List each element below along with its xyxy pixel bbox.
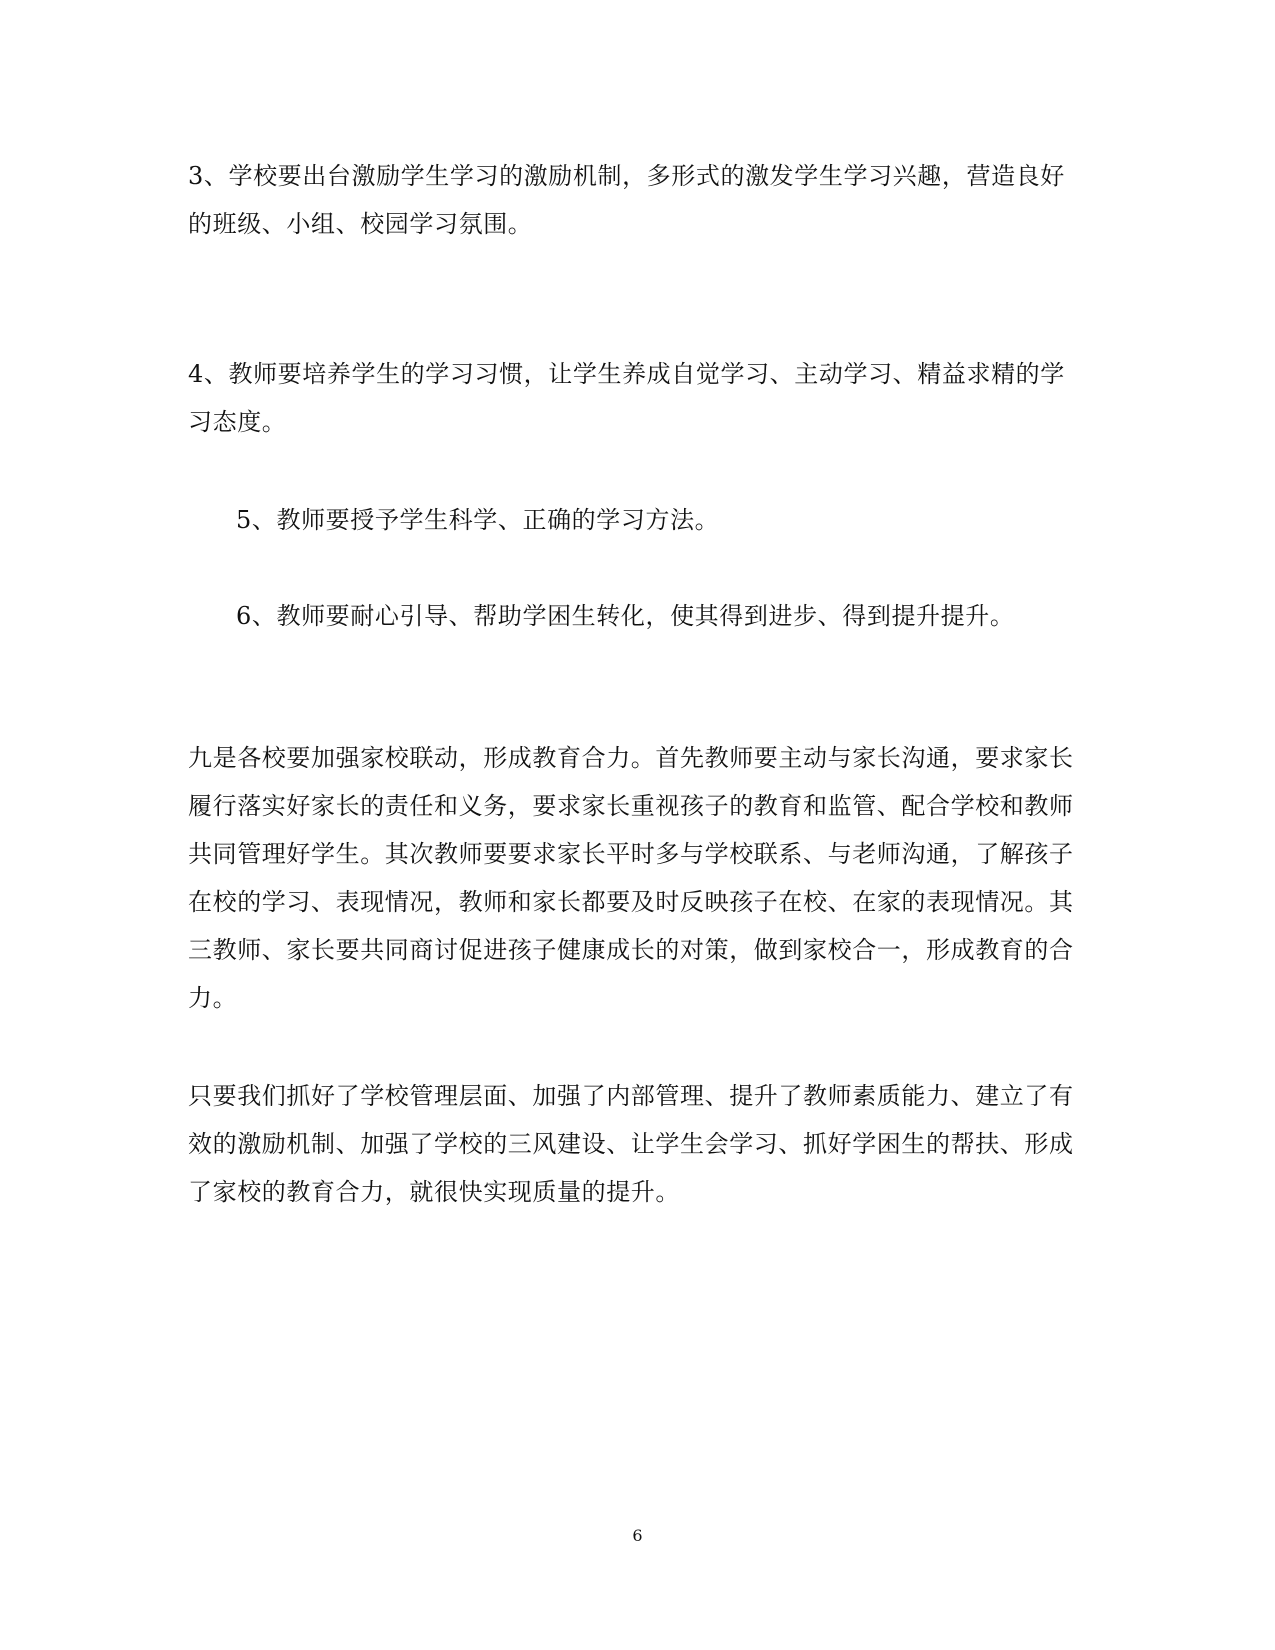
paragraph-item-4 (188, 350, 1088, 446)
paragraph-line: 只要我们抓好了学校管理层面、加强了内部管理、提升了教师素质能力、建立了有 (188, 1082, 1074, 1110)
paragraph-item-5 (236, 496, 1136, 544)
paragraph-item-6 (236, 592, 1136, 640)
paragraph-line: 6、教师要耐心引导、帮助学困生转化，使其得到进步、得到提升提升。 (236, 602, 1015, 630)
paragraph-item-3 (188, 152, 1088, 248)
paragraph-line: 习态度。 (188, 408, 287, 436)
paragraph-line: 共同管理好学生。其次教师要要求家长平时多与学校联系、与老师沟通，了解孩子 (188, 840, 1074, 868)
paragraph-line: 在校的学习、表现情况，教师和家长都要及时反映孩子在校、在家的表现情况。其 (188, 888, 1074, 916)
paragraph-home-school-cooperation (188, 734, 1088, 1022)
paragraph-line: 力。 (188, 984, 238, 1012)
paragraph-conclusion (188, 1072, 1088, 1216)
paragraph-line: 的班级、小组、校园学习氛围。 (188, 210, 533, 238)
paragraph-line: 效的激励机制、加强了学校的三风建设、让学生会学习、抓好学困生的帮扶、形成 (188, 1130, 1074, 1158)
paragraph-line: 5、教师要授予学生科学、正确的学习方法。 (236, 506, 720, 534)
paragraph-line: 了家校的教育合力，就很快实现质量的提升。 (188, 1178, 680, 1206)
paragraph-line: 履行落实好家长的责任和义务，要求家长重视孩子的教育和监管、配合学校和教师 (188, 792, 1074, 820)
paragraph-line: 九是各校要加强家校联动，形成教育合力。首先教师要主动与家长沟通，要求家长 (188, 744, 1074, 772)
paragraph-line: 4、教师要培养学生的学习习惯，让学生养成自觉学习、主动学习、精益求精的学 (188, 360, 1065, 388)
paragraph-line: 3、学校要出台激励学生学习的激励机制，多形式的激发学生学习兴趣，营造良好 (188, 162, 1065, 190)
page-number: 6 (632, 1526, 643, 1545)
paragraph-line: 三教师、家长要共同商讨促进孩子健康成长的对策，做到家校合一，形成教育的合 (188, 936, 1074, 964)
